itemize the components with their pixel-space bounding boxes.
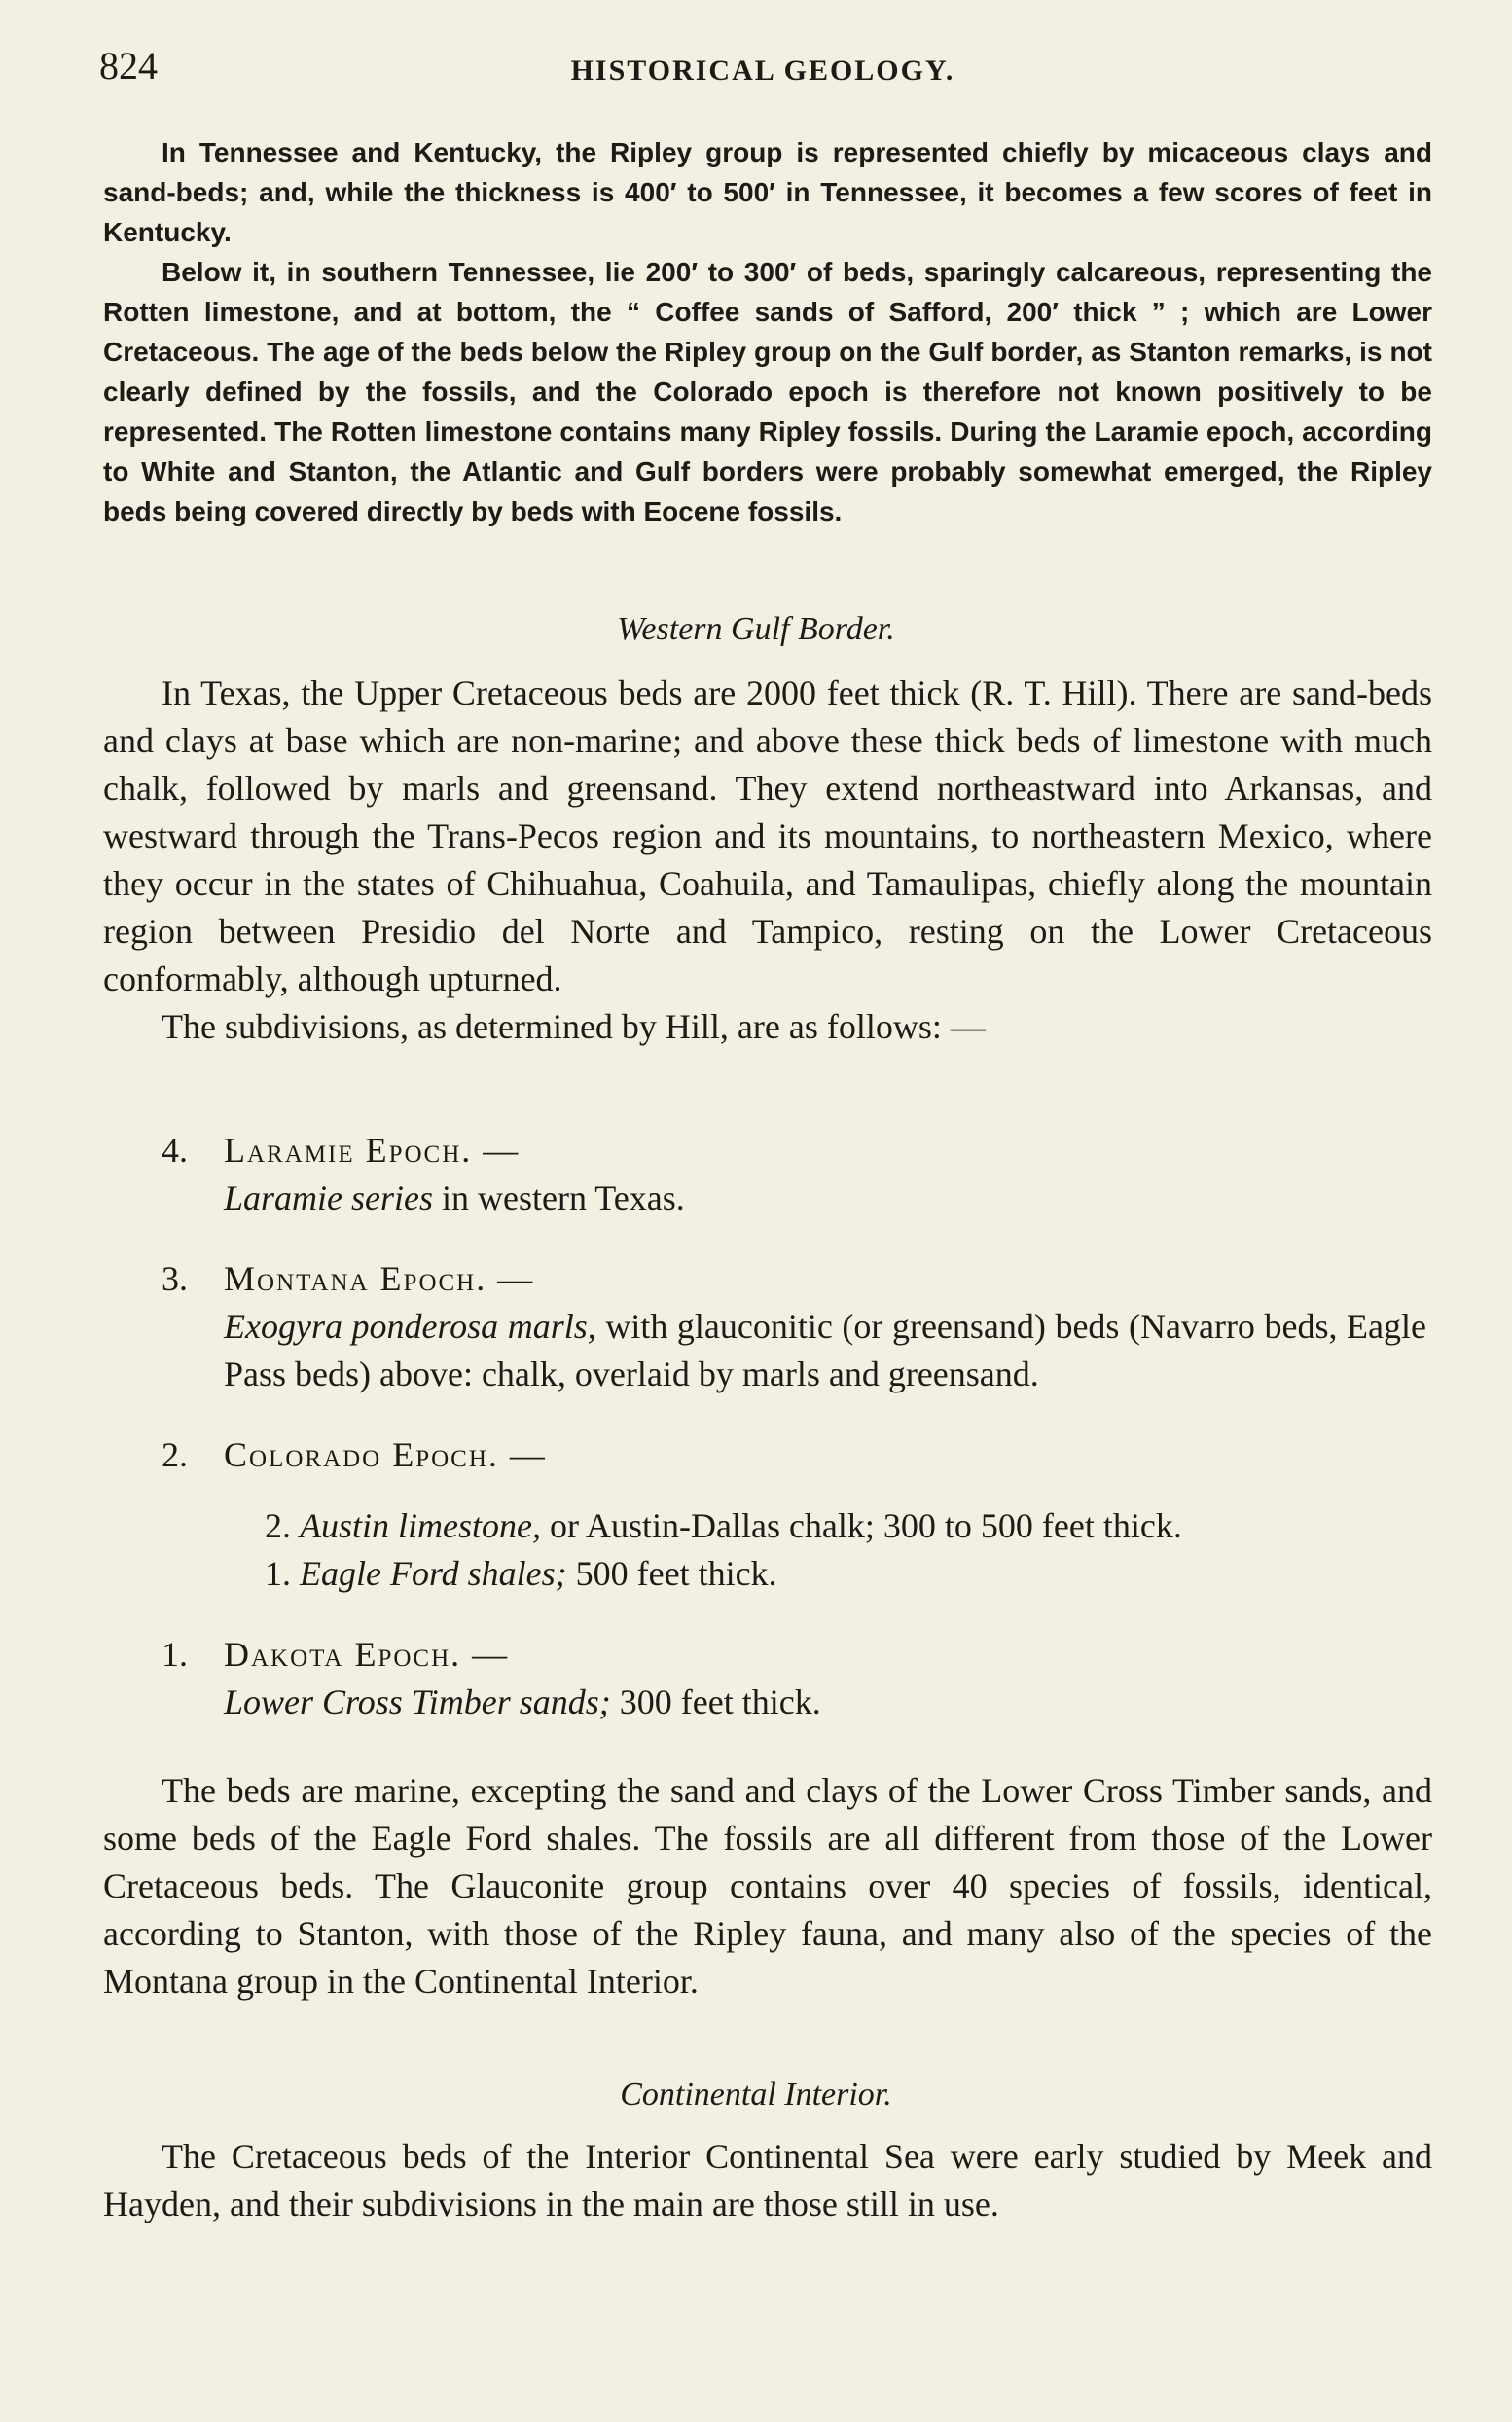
epoch-3-desc-italic: Exogyra ponderosa marls, xyxy=(224,1307,596,1346)
epoch-3-desc xyxy=(224,1303,1426,1398)
epoch-2-sub-1-number: 1. xyxy=(265,1554,291,1593)
epoch-3-title: Montana Epoch. — xyxy=(224,1259,535,1298)
section-heading-continental-interior: Continental Interior. xyxy=(620,2077,892,2113)
epoch-4-heading xyxy=(162,1127,1426,1175)
epoch-4-title: Laramie Epoch. — xyxy=(224,1131,521,1170)
epoch-1-heading xyxy=(162,1631,1426,1679)
epoch-4-desc-rest: in western Texas. xyxy=(433,1178,685,1217)
section-heading-western-gulf: Western Gulf Border. xyxy=(617,611,895,647)
epoch-3-desc-rest: with glauconitic (or greensand) beds (Navarro beds, Eagle Pass beds) above: chalk, overlaid by marls and greensand. xyxy=(224,1307,1426,1393)
epoch-1-desc xyxy=(224,1679,1426,1726)
interior-block xyxy=(103,2133,1432,2228)
paragraph-marine-beds: The beds are marine, excepting the sand and clays of the Lower Cross Timber sands, and some beds of the Eagle Ford shales. The fossils are all different from those of the Lower Cretaceous beds. The Glauconite group contains over 40 species of fossils, identical, according to Stanton, with those of the Ripley fauna, and many also of the species of the Montana group in the Continental Interior. xyxy=(103,1771,1432,2001)
epoch-2-sub-2-number: 2. xyxy=(265,1506,291,1545)
small-print-block xyxy=(103,132,1432,531)
running-head: HISTORICAL GEOLOGY. xyxy=(570,54,955,87)
epoch-2-heading xyxy=(162,1431,1426,1479)
epoch-1-desc-rest: 300 feet thick. xyxy=(610,1682,821,1721)
epoch-2-number: 2. xyxy=(162,1435,188,1474)
epoch-list xyxy=(162,1127,1426,1726)
epoch-1-number: 1. xyxy=(162,1635,188,1674)
epoch-1-title: Dakota Epoch. — xyxy=(224,1635,510,1674)
epoch-2-sub-2-italic: Austin limestone, xyxy=(300,1506,541,1545)
epoch-2-sub-2-rest: or Austin-Dallas chalk; 300 to 500 feet thick. xyxy=(540,1506,1182,1545)
page-number: 824 xyxy=(99,44,158,88)
epoch-4-number: 4. xyxy=(162,1131,188,1170)
texas-block xyxy=(103,669,1432,1051)
epoch-4-desc xyxy=(224,1175,1426,1222)
paragraph-interior: The Cretaceous beds of the Interior Continental Sea were early studied by Meek and Hayden, and their subdivisions in the main are those still in use. xyxy=(103,2137,1432,2223)
epoch-4-desc-italic: Laramie series xyxy=(224,1178,433,1217)
marine-beds-block xyxy=(103,1767,1432,2006)
epoch-2-sub-1-italic: Eagle Ford shales; xyxy=(300,1554,567,1593)
paragraph-texas: In Texas, the Upper Cretaceous beds are 2000 feet thick (R. T. Hill). There are sand-beds and clays at base which are non-marine; and above these thick beds of limestone with much chalk, followed by marls and greensand. They extend northeastward into Arkansas, and westward through the Trans-Pecos region and its mountains, to northeastern Mexico, where they occur in the states of Chihuahua, Coahuila, and Tamaulipas, chiefly along the mountain region between Presidio del Norte and Tampico, resting on the Lower Cretaceous conformably, although upturned. xyxy=(103,673,1432,998)
epoch-2-sub-1-rest: 500 feet thick. xyxy=(566,1554,777,1593)
paragraph-subdivisions-intro: The subdivisions, as determined by Hill, are as follows: — xyxy=(162,1007,986,1046)
epoch-3-number: 3. xyxy=(162,1259,188,1298)
page-header xyxy=(99,43,1426,101)
epoch-2-sub-2 xyxy=(265,1502,1426,1550)
epoch-2-title: Colorado Epoch. — xyxy=(224,1435,547,1474)
paragraph-tennessee-kentucky: In Tennessee and Kentucky, the Ripley group is represented chiefly by micaceous clays and sand-beds; and, while the thickness is 400′ to 500′ in Tennessee, it becomes a few scores of feet in Kentucky. xyxy=(103,137,1432,247)
paragraph-southern-tennessee: Below it, in southern Tennessee, lie 200′ to 300′ of beds, sparingly calcareous, representing the Rotten limestone, and at bottom, the “ Coffee sands of Safford, 200′ thick ” ; which are Lower Cretaceous. The age of the beds below the Ripley group on the Gulf border, as Stanton remarks, is not clearly defined by the fossils, and the Colorado epoch is therefore not known positively to be represented. The Rotten limestone contains many Ripley fossils. During the Laramie epoch, according to White and Stanton, the Atlantic and Gulf borders were probably somewhat emerged, the Ripley beds being covered directly by beds with Eocene fossils. xyxy=(103,257,1432,526)
epoch-2-sub-1 xyxy=(265,1550,1426,1598)
epoch-3-heading xyxy=(162,1255,1426,1303)
epoch-1-desc-italic: Lower Cross Timber sands; xyxy=(224,1682,611,1721)
